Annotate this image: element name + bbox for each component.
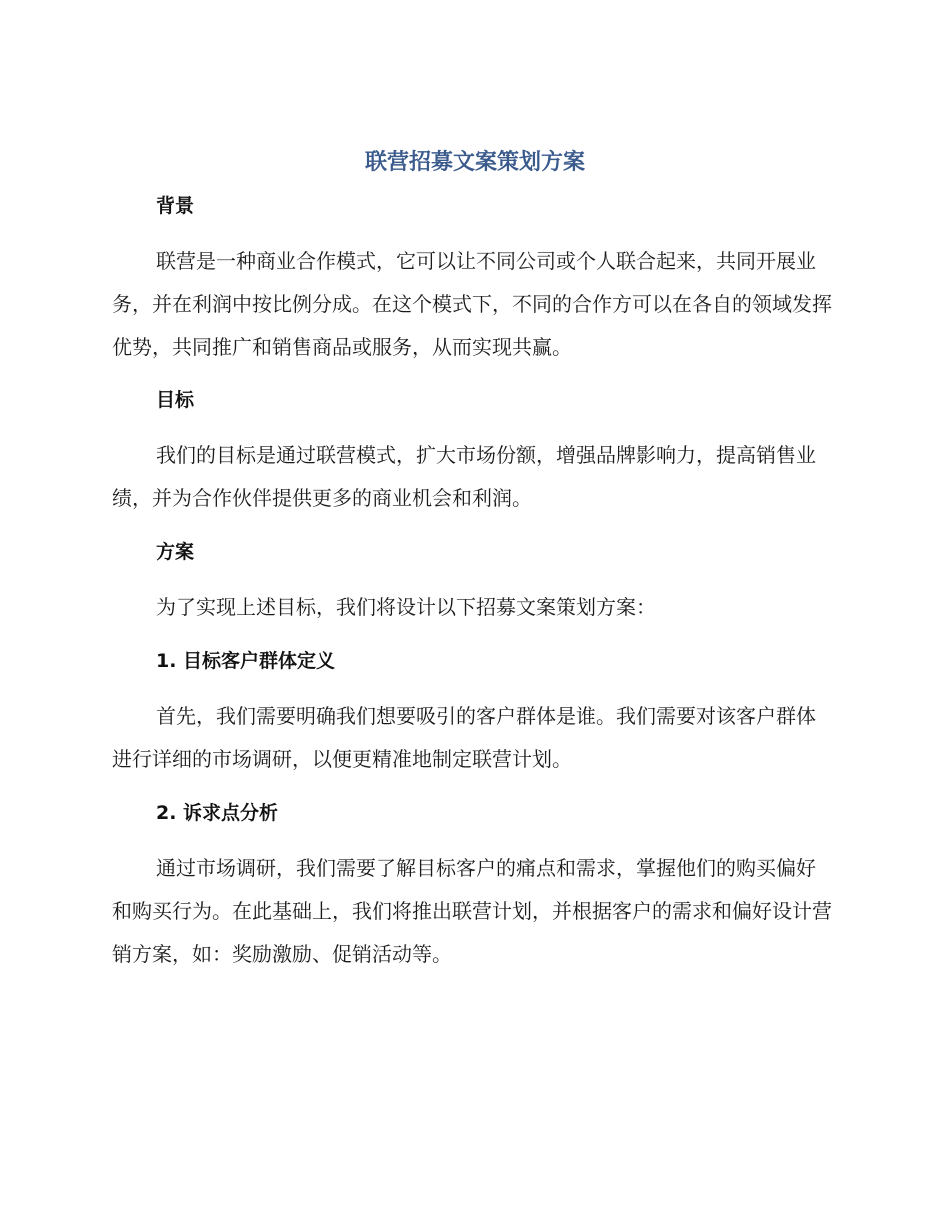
- section-heading-target-customers: 1. 目标客户群体定义: [156, 650, 336, 672]
- section-heading-appeal-analysis: 2. 诉求点分析: [156, 802, 279, 824]
- document-title: 联营招募文案策划方案: [364, 150, 585, 175]
- section-paragraph-background: 联营是一种商业合作模式，它可以让不同公司或个人联合起来，共同开展业务，并在利润中按比例分成。在这个模式下，不同的合作方可以在各自的领域发挥优势，共同推广和销售商品或服务，从而实现共赢。: [112, 249, 832, 359]
- section-heading-goal: 目标: [156, 389, 195, 411]
- section-paragraph-appeal-analysis: 通过市场调研，我们需要了解目标客户的痛点和需求，掌握他们的购买偏好和购买行为。在此基础上，我们将推出联营计划，并根据客户的需求和偏好设计营销方案，如：奖励激励、促销活动等。: [112, 856, 832, 966]
- section-paragraph-target-customers: 首先，我们需要明确我们想要吸引的客户群体是谁。我们需要对该客户群体进行详细的市场调研，以便更精准地制定联营计划。: [112, 704, 816, 771]
- section-paragraph-plan: 为了实现上述目标，我们将设计以下招募文案策划方案：: [156, 595, 656, 619]
- section-heading-background: 背景: [156, 195, 195, 217]
- section-heading-plan: 方案: [156, 541, 195, 563]
- section-paragraph-goal: 我们的目标是通过联营模式，扩大市场份额，增强品牌影响力，提高销售业绩，并为合作伙伴提供更多的商业机会和利润。: [112, 443, 816, 510]
